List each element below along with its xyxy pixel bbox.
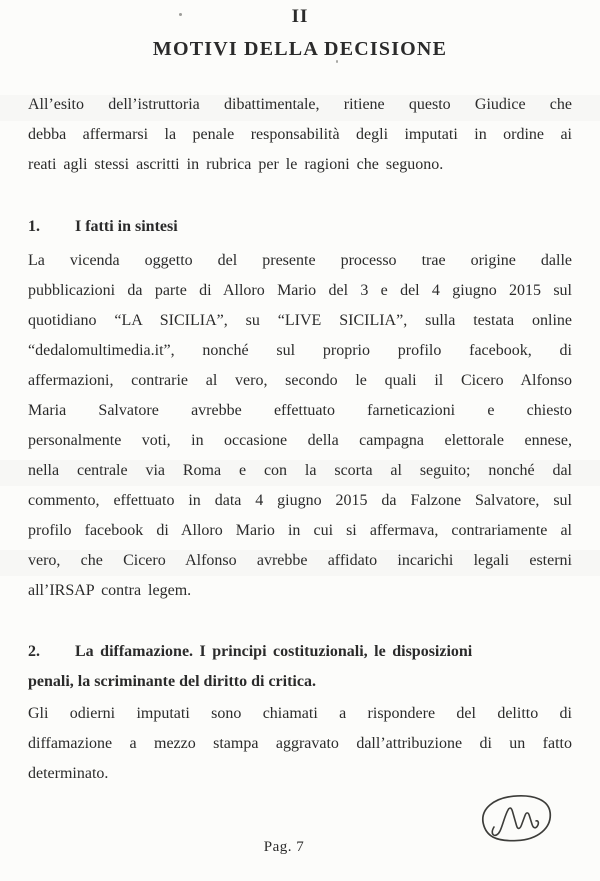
page-title: MOTIVI DELLA DECISIONE	[152, 38, 448, 60]
intro-paragraph	[28, 90, 572, 180]
text-line: diffamazione a mezzo stampa aggravato dall’attribuzione di un fatto	[28, 735, 572, 752]
text-line: nella centrale via Roma e con la scorta al seguito; nonché dal	[28, 462, 572, 479]
section-2-heading	[28, 637, 572, 697]
text-line: profilo facebook di Alloro Mario in cui si affermava, contrariamente al	[28, 522, 572, 539]
text-line: Gli odierni imputati sono chiamati a rispondere del delitto di	[28, 705, 572, 722]
section-1-number: 1.	[28, 218, 40, 235]
section-2-title: La diffamazione. I principi costituzionali, le disposizioni	[75, 643, 473, 660]
text-line: affermazioni, contrarie al vero, secondo le quali il Cicero Alfonso	[28, 372, 572, 389]
signature-stamp-icon	[477, 792, 557, 846]
section-2-paragraph	[28, 699, 572, 789]
section-1-paragraph	[28, 246, 572, 606]
text-line: personalmente voti, in occasione della campagna elettorale ennese,	[28, 432, 572, 449]
text-line: La vicenda oggetto del presente processo trae origine dalle	[28, 252, 572, 269]
text-line: Maria Salvatore avrebbe effettuato farneticazioni e chiesto	[28, 402, 572, 419]
chapter-numeral: II	[291, 6, 309, 27]
section-1-title: I fatti in sintesi	[75, 218, 178, 235]
section-2-number: 2.	[28, 643, 40, 660]
text-line: “dedalomultimedia.it”, nonché sul proprio profilo facebook, di	[28, 342, 572, 359]
text-line: quotidiano “LA SICILIA”, su “LIVE SICILIA”, sulla testata online	[28, 312, 572, 329]
section-2-heading-line1	[28, 637, 572, 667]
page-number: Pag. 7	[263, 839, 305, 855]
section-2-heading-line2: penali, la scriminante del diritto di critica.	[28, 673, 316, 690]
text-line: commento, effettuato in data 4 giugno 2015 da Falzone Salvatore, sul	[28, 492, 572, 509]
text-line: reati agli stessi ascritti in rubrica per le ragioni che seguono.	[28, 156, 444, 173]
text-line: determinato.	[28, 765, 109, 782]
text-line: debba affermarsi la penale responsabilità degli imputati in ordine ai	[28, 126, 572, 143]
text-line: all’IRSAP contra legem.	[28, 582, 192, 599]
text-line: pubblicazioni da parte di Alloro Mario del 3 e del 4 giugno 2015 sul	[28, 282, 572, 299]
text-line: All’esito dell’istruttoria dibattimentale, ritiene questo Giudice che	[28, 96, 572, 113]
text-line: vero, che Cicero Alfonso avrebbe affidato incarichi legali esterni	[28, 552, 572, 569]
section-1-heading	[28, 212, 572, 242]
